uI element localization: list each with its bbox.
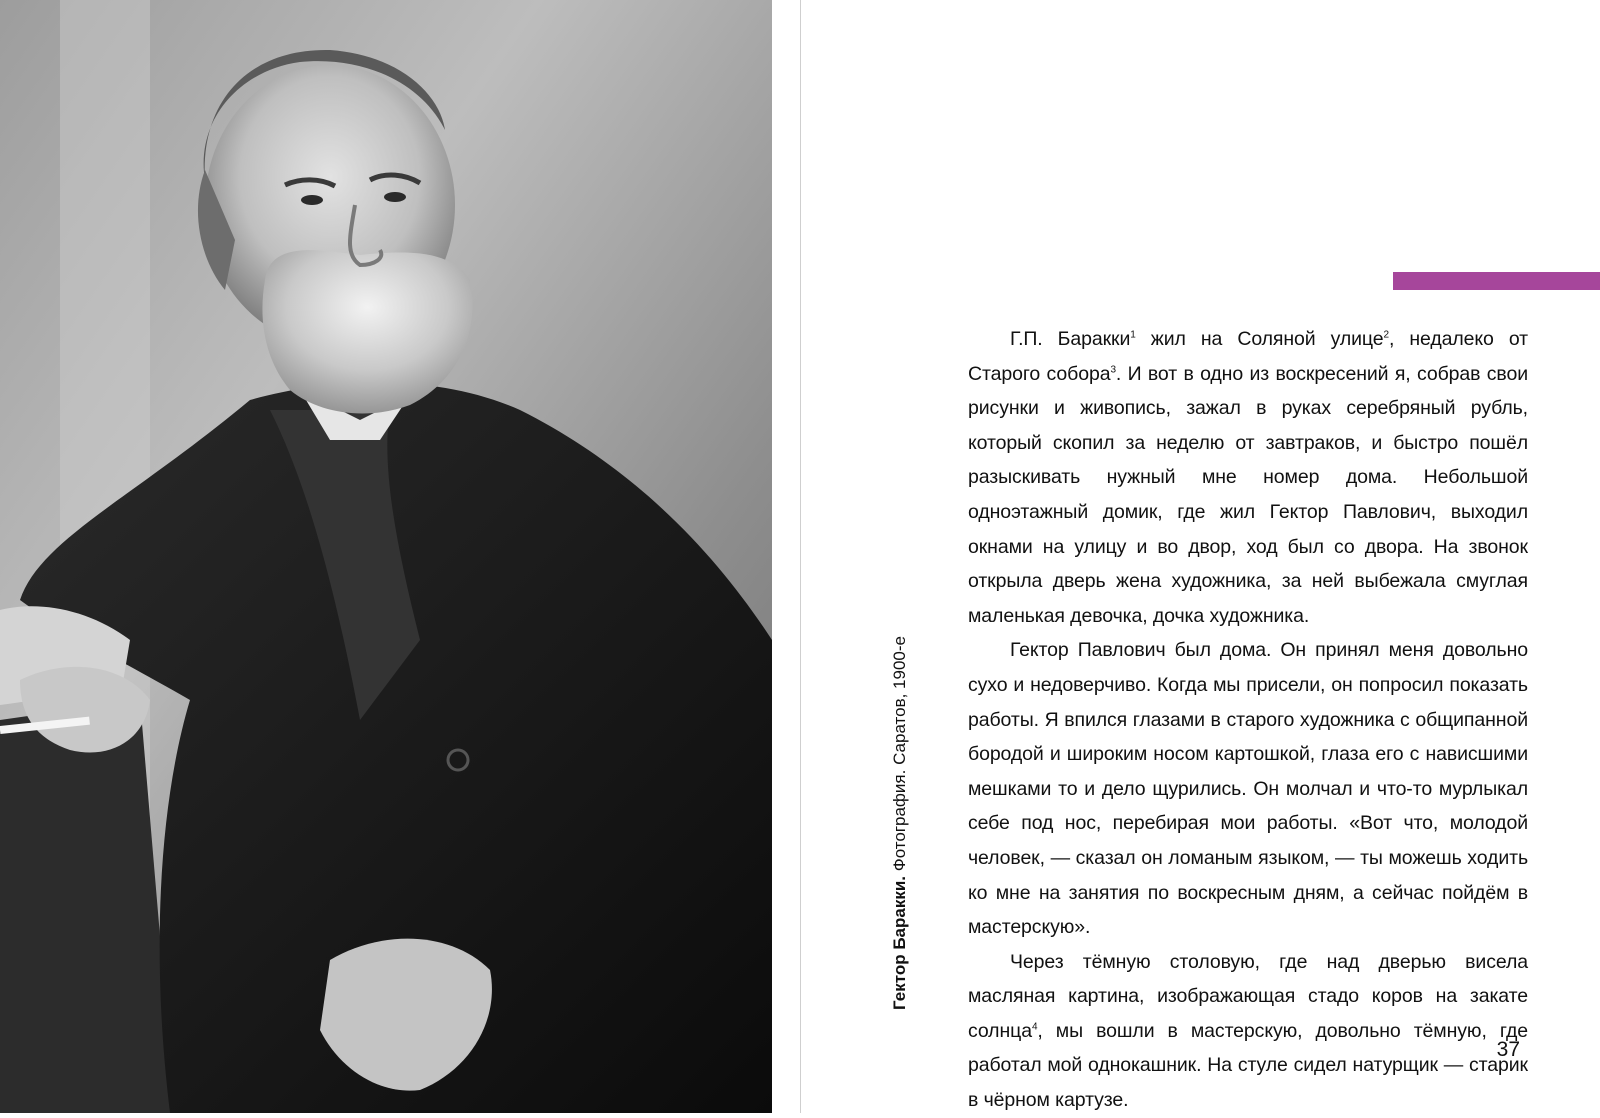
paragraph-1-text-a: Г.П. Баракки [1010,328,1131,350]
paragraph-2: Гектор Павлович был дома. Он принял меня довольно сухо и недоверчиво. Когда мы присели, он попросил показать работы. Я впился глазами в старого художника с общипанной бородой и широким носом картошкой, глаза его с нависшими мешками то и дело щурились. Он молчал и что-то мурлыкал себе под нос, перебирая мои работы. «Вот что, молодой человек, — сказал он ломаным языком, — ты можешь ходить ко мне на занятия по воскресным дням, а сейчас пойдём в мастерскую». [968,639,1528,939]
photo-caption [890,636,910,1010]
caption-title: Гектор Баракки. [890,875,909,1010]
body-text [968,322,1528,1118]
paragraph-1 [968,322,1528,633]
footnote-ref-3: 3 [1110,364,1116,376]
footnote-ref-4: 4 [1031,1021,1038,1033]
page-number: 37 [1496,1038,1520,1061]
paragraph-3 [968,945,1528,1118]
paragraph-1-text-d: . И вот в одно из воскресений я, собрав свои рисунки и живопись, зажал в руках серебряный рубль, который скопил за неделю от завтраков, и быстро пошёл разыскивать нужный мне номер дома. Небольшой одноэтажный домик, где жил Гектор Павлович, выходил окнами на улицу и во двор, ход был со двора. На звонок открыла дверь жена художника, за ней выбежала смуглая маленькая девочка, дочка художника. [968,362,1528,627]
paragraph-3-text-a: Через тёмную столовую, где над дверью висела масляная картина, изображающая стадо коров на закате солнца [968,950,1528,1042]
footnote-ref-2: 2 [1383,329,1389,341]
left-eye [301,195,323,205]
portrait-illustration [0,0,772,1113]
right-eye [384,192,406,202]
caption-details: Фотография. Саратов, 1900-е [890,636,909,876]
paragraph-3-text-b: , мы вошли в мастерскую, довольно тёмную, где работал мой однокашник. На стуле сидел натурщик — старик в чёрном картузе. [968,1019,1528,1112]
paragraph-1-text-b: жил на Соляной улице [1135,328,1384,350]
footnote-ref-1: 1 [1130,329,1136,341]
page-gutter [800,0,801,1113]
portrait-photo [0,0,772,1113]
paragraph-1-text-c: , недалеко от Старого собора [968,328,1528,385]
accent-bar [1393,272,1600,290]
